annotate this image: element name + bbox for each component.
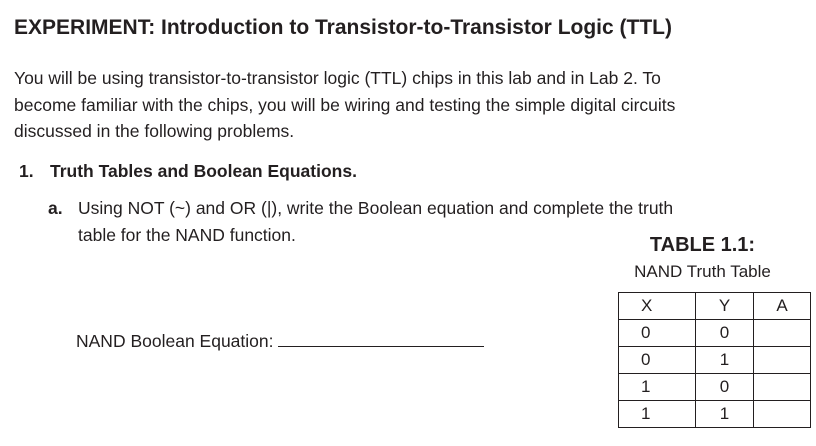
- table-row: [619, 401, 811, 428]
- section-heading: [19, 161, 357, 182]
- table-row: [619, 374, 811, 401]
- question-line: Using NOT (~) and OR (|), write the Boolean equation and complete the truth: [78, 198, 674, 218]
- cell-y: 1: [696, 347, 754, 374]
- equation-row: [76, 331, 484, 352]
- cell-a-answer[interactable]: [754, 374, 811, 401]
- cell-y: 1: [696, 401, 754, 428]
- table-row: [619, 320, 811, 347]
- intro-line: discussed in the following problems.: [14, 121, 295, 141]
- question-line: table for the NAND function.: [78, 224, 296, 245]
- cell-x: 1: [619, 374, 696, 401]
- cell-a-answer[interactable]: [754, 320, 811, 347]
- table-caption: NAND Truth Table: [634, 262, 771, 281]
- cell-x: 0: [619, 320, 696, 347]
- table-title: TABLE 1.1:: [649, 234, 756, 256]
- nand-truth-table: [618, 292, 811, 428]
- equation-label: NAND Boolean Equation:: [76, 331, 274, 351]
- intro-paragraph: [14, 65, 804, 145]
- cell-a-answer[interactable]: [754, 401, 811, 428]
- intro-line: You will be using transistor-to-transistor logic (TTL) chips in this lab and in Lab 2. To: [14, 68, 661, 88]
- cell-y: 0: [696, 320, 754, 347]
- question-letter: a.: [48, 198, 63, 218]
- table-header-row: [619, 293, 811, 320]
- intro-line: become familiar with the chips, you will be wiring and testing the simple digital circuits: [14, 94, 676, 115]
- cell-a-answer[interactable]: [754, 347, 811, 374]
- question-text: [78, 195, 673, 248]
- section-title: Truth Tables and Boolean Equations.: [50, 161, 357, 181]
- equation-answer-blank[interactable]: [278, 332, 484, 347]
- cell-x: 0: [619, 347, 696, 374]
- cell-y: 0: [696, 374, 754, 401]
- table-row: [619, 347, 811, 374]
- header-y: Y: [696, 293, 754, 320]
- header-x: X: [619, 293, 696, 320]
- header-a: A: [754, 293, 811, 320]
- cell-x: 1: [619, 401, 696, 428]
- experiment-heading: EXPERIMENT: Introduction to Transistor-to-Transistor Logic (TTL): [14, 16, 672, 39]
- section-number: 1.: [19, 161, 34, 181]
